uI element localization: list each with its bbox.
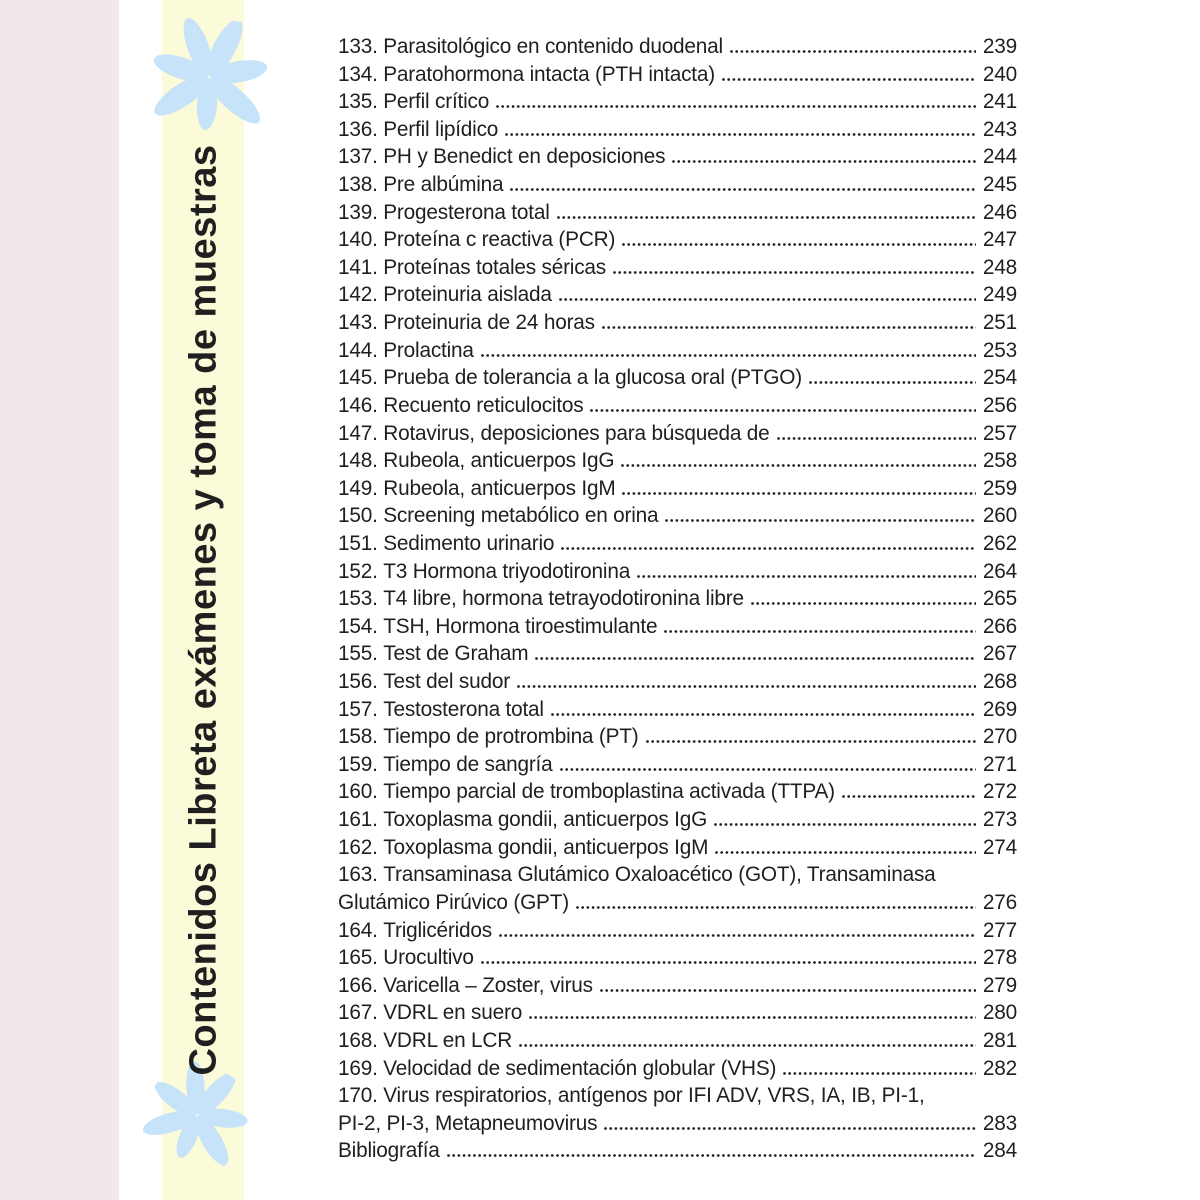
- toc-leader-dots: [510, 188, 975, 191]
- toc-entry-title: TSH, Hormona tiroestimulante: [383, 614, 658, 638]
- toc-page-number: 280: [982, 1001, 1017, 1025]
- toc-entry-title: T3 Hormona triyodotironina: [383, 559, 631, 583]
- toc-list: [338, 33, 1017, 1165]
- toc-leader-dots: [637, 575, 976, 578]
- toc-row: [338, 530, 1017, 558]
- toc-page-number: 246: [982, 200, 1017, 224]
- toc-entry-number: 154.: [338, 614, 378, 638]
- toc-page-number: 244: [982, 145, 1017, 169]
- toc-leader-dots: [646, 740, 976, 743]
- toc-row: [338, 585, 1017, 613]
- toc-page-number: 240: [982, 62, 1017, 86]
- toc-page-number: 271: [982, 752, 1017, 776]
- toc-entry-number: 170.: [338, 1084, 378, 1108]
- toc-leader-dots: [783, 1072, 976, 1075]
- toc-row: [338, 834, 1017, 862]
- toc-entry-number: 142.: [338, 283, 378, 307]
- toc-entry-number: 133.: [338, 35, 378, 58]
- toc-entry-number: 143.: [338, 311, 378, 335]
- toc-entry-title: Rotavirus, deposiciones para búsqueda de: [383, 421, 770, 445]
- toc-entry-title: Triglicéridos: [383, 918, 492, 942]
- toc-entry-number: 160.: [338, 780, 378, 804]
- toc-page-number: 281: [982, 1028, 1017, 1052]
- toc-row: [338, 613, 1017, 641]
- toc-leader-dots: [447, 1154, 976, 1157]
- toc-entry-number: 164.: [338, 918, 378, 942]
- toc-entry-title: VDRL en LCR: [383, 1028, 513, 1052]
- toc-page-number: 283: [982, 1111, 1017, 1135]
- toc-entry-number: 162.: [338, 835, 378, 859]
- toc-entry-number: 135.: [338, 90, 378, 114]
- toc-entry-number: 148.: [338, 449, 378, 473]
- toc-page-number: 277: [982, 918, 1017, 942]
- toc-row: [338, 475, 1017, 503]
- toc-entry-title: Test de Graham: [383, 642, 529, 666]
- toc-row: [338, 1055, 1017, 1083]
- toc-row: [338, 1027, 1017, 1055]
- toc-row: [338, 751, 1017, 779]
- toc-row: [338, 61, 1017, 89]
- toc-leader-dots: [519, 1044, 976, 1047]
- toc-entry-number: 167.: [338, 1001, 378, 1025]
- toc-entry-title: Test del sudor: [383, 670, 510, 694]
- toc-row: [338, 447, 1017, 475]
- toc-row: [338, 640, 1017, 668]
- toc-entry-title: Perfil lipídico: [383, 117, 499, 141]
- toc-page-number: 276: [982, 890, 1017, 914]
- toc-page-number: 282: [982, 1056, 1017, 1080]
- toc-leader-dots: [715, 851, 976, 854]
- toc-page-number: 251: [982, 311, 1017, 335]
- toc-leader-dots: [529, 1016, 976, 1019]
- toc-row: [338, 917, 1017, 945]
- toc-entry-title: Proteinuria aislada: [383, 283, 552, 307]
- toc-leader-dots: [551, 713, 976, 716]
- toc-row: [338, 806, 1017, 834]
- toc-leader-dots: [481, 961, 976, 964]
- toc-page-number: 245: [982, 173, 1017, 197]
- toc-entry-title: Rubeola, anticuerpos IgG: [383, 449, 615, 473]
- toc-entry-number: 165.: [338, 946, 378, 970]
- toc-entry-number: 141.: [338, 255, 378, 279]
- toc-page-number: 264: [982, 559, 1017, 583]
- toc-leader-dots: [714, 823, 976, 826]
- toc-page-number: 253: [982, 338, 1017, 362]
- toc-leader-dots: [622, 243, 976, 246]
- toc-entry-title: Proteína c reactiva (PCR): [383, 228, 616, 252]
- toc-leader-dots: [517, 685, 976, 688]
- toc-entry-number: 161.: [338, 808, 378, 832]
- toc-row: [338, 199, 1017, 227]
- toc-leader-dots: [809, 381, 976, 384]
- toc-leader-dots: [621, 464, 976, 467]
- toc-leader-dots: [535, 657, 975, 660]
- toc-entry-number: 151.: [338, 531, 378, 555]
- toc-page-number: 256: [982, 393, 1017, 417]
- toc-page-number: 269: [982, 697, 1017, 721]
- flower-icon: [142, 10, 275, 143]
- toc-page-number: 270: [982, 725, 1017, 749]
- toc-page-number: 265: [982, 587, 1017, 611]
- toc-row: [338, 972, 1017, 1000]
- toc-entry-title: Virus respiratorios, antígenos por IFI ADV, VRS, IA, IB, PI-1,: [383, 1084, 925, 1108]
- toc-entry-title: Sedimento urinario: [383, 531, 555, 555]
- toc-entry-title: Glutámico Pirúvico (GPT): [338, 890, 569, 914]
- toc-row: [338, 254, 1017, 282]
- toc-entry-number: 149.: [338, 476, 378, 500]
- toc-entry-number: 169.: [338, 1056, 378, 1080]
- toc-entry-number: 156.: [338, 670, 378, 694]
- toc-entry-title: Tiempo de protrombina (PT): [383, 725, 639, 749]
- toc-entry-number: 155.: [338, 642, 378, 666]
- toc-entry-number: 153.: [338, 587, 378, 611]
- toc-page-number: 279: [982, 973, 1017, 997]
- toc-leader-dots: [622, 492, 975, 495]
- toc-entry-title: Tiempo de sangría: [383, 752, 553, 776]
- toc-page-number: 266: [982, 614, 1017, 638]
- toc-entry-number: 150.: [338, 504, 378, 528]
- toc-page-number: 272: [982, 780, 1017, 804]
- toc-leader-dots: [576, 906, 976, 909]
- toc-entry-number: 157.: [338, 697, 378, 721]
- left-margin-strip: [0, 0, 119, 1200]
- toc-leader-dots: [481, 354, 976, 357]
- toc-entry-number: 138.: [338, 173, 378, 197]
- toc-page-number: 248: [982, 255, 1017, 279]
- toc-leader-dots: [665, 519, 975, 522]
- toc-row: [338, 116, 1017, 144]
- toc-leader-dots: [751, 602, 976, 605]
- toc-entry-title: Toxoplasma gondii, anticuerpos IgM: [383, 835, 709, 859]
- toc-row: [338, 668, 1017, 696]
- toc-page-number: 268: [982, 670, 1017, 694]
- toc-entry-number: 166.: [338, 973, 378, 997]
- toc-entry-title: Proteínas totales séricas: [383, 255, 606, 279]
- toc-page-number: 258: [982, 449, 1017, 473]
- toc-entry-title: Varicella – Zoster, virus: [383, 973, 593, 997]
- toc-entry-number: 159.: [338, 752, 378, 776]
- toc-page-number: 241: [982, 90, 1017, 114]
- toc-row: [338, 281, 1017, 309]
- toc-leader-dots: [664, 630, 976, 633]
- toc-leader-dots: [561, 547, 976, 550]
- toc-leader-dots: [777, 437, 976, 440]
- toc-entry-title: Recuento reticulocitos: [383, 393, 584, 417]
- toc-page-number: 262: [982, 531, 1017, 555]
- toc-page-number: 278: [982, 946, 1017, 970]
- toc-page-number: 259: [982, 476, 1017, 500]
- toc-page-number: 239: [982, 35, 1017, 58]
- toc-row: [338, 1082, 1017, 1110]
- toc-row: [338, 778, 1017, 806]
- toc-leader-dots: [590, 409, 975, 412]
- toc-entry-number: 137.: [338, 145, 378, 169]
- toc-row: [338, 392, 1017, 420]
- toc-page-number: 247: [982, 228, 1017, 252]
- toc-entry-title: Prueba de tolerancia a la glucosa oral (PTGO): [383, 366, 802, 390]
- toc-row: [338, 143, 1017, 171]
- toc-entry-title: VDRL en suero: [383, 1001, 523, 1025]
- toc-entry-title: Urocultivo: [383, 946, 474, 970]
- toc-row: [338, 558, 1017, 586]
- toc-entry-number: 158.: [338, 725, 378, 749]
- toc-row: [338, 861, 1017, 889]
- toc-entry-title: Prolactina: [383, 338, 474, 362]
- toc-page-number: 243: [982, 117, 1017, 141]
- toc-leader-dots: [557, 216, 976, 219]
- toc-entry-title: Progesterona total: [383, 200, 550, 224]
- toc-row: [338, 1137, 1017, 1165]
- toc-page-number: 260: [982, 504, 1017, 528]
- toc-entry-number: 147.: [338, 421, 378, 445]
- toc-leader-dots: [560, 768, 976, 771]
- toc-leader-dots: [722, 78, 976, 81]
- toc-row: [338, 1110, 1017, 1138]
- toc-leader-dots: [496, 105, 976, 108]
- toc-entry-title: Perfil crítico: [383, 90, 490, 114]
- toc-row: [338, 944, 1017, 972]
- toc-row: [338, 420, 1017, 448]
- toc-entry-number: 139.: [338, 200, 378, 224]
- toc-entry-title: Screening metabólico en orina: [383, 504, 659, 528]
- toc-leader-dots: [730, 50, 976, 53]
- toc-leader-dots: [600, 989, 976, 992]
- toc-entry-title: Toxoplasma gondii, anticuerpos IgG: [383, 808, 708, 832]
- toc-entry-number: 163.: [338, 863, 378, 887]
- toc-row: [338, 999, 1017, 1027]
- toc-row: [338, 696, 1017, 724]
- toc-page-number: 254: [982, 366, 1017, 390]
- toc-entry-number: 146.: [338, 393, 378, 417]
- toc-leader-dots: [842, 795, 976, 798]
- toc-leader-dots: [505, 133, 976, 136]
- toc-page-number: 249: [982, 283, 1017, 307]
- toc-entry-number: 136.: [338, 117, 378, 141]
- toc-row: [338, 364, 1017, 392]
- toc-row: [338, 309, 1017, 337]
- toc-entry-title: PH y Benedict en deposiciones: [383, 145, 666, 169]
- toc-entry-number: 168.: [338, 1028, 378, 1052]
- toc-entry-title: Testosterona total: [383, 697, 544, 721]
- toc-leader-dots: [499, 934, 976, 937]
- toc-leader-dots: [604, 1127, 976, 1130]
- toc-entry-title: Paratohormona intacta (PTH intacta): [383, 62, 715, 86]
- toc-entry-title: T4 libre, hormona tetrayodotironina libre: [383, 587, 744, 611]
- toc-row: [338, 337, 1017, 365]
- toc-entry-title: Rubeola, anticuerpos IgM: [383, 476, 616, 500]
- toc-entry-title: Tiempo parcial de tromboplastina activada (TTPA): [383, 780, 835, 804]
- page-title: Contenidos Libreta exámenes y toma de muestras: [182, 144, 225, 1076]
- toc-entry-number: 144.: [338, 338, 378, 362]
- toc-entry-title: Bibliografía: [338, 1139, 440, 1163]
- toc-entry-title: PI-2, PI-3, Metapneumovirus: [338, 1111, 598, 1135]
- toc-entry-number: 152.: [338, 559, 378, 583]
- toc-entry-number: 134.: [338, 62, 378, 86]
- toc-leader-dots: [672, 160, 976, 163]
- toc-row: [338, 33, 1017, 61]
- toc-row: [338, 889, 1017, 917]
- toc-leader-dots: [613, 271, 976, 274]
- toc-entry-title: Pre albúmina: [383, 173, 504, 197]
- toc-row: [338, 171, 1017, 199]
- toc-leader-dots: [602, 326, 976, 329]
- toc-entry-title: Parasitológico en contenido duodenal: [383, 35, 723, 58]
- toc-entry-title: Velocidad de sedimentación globular (VHS): [383, 1056, 777, 1080]
- toc-page-number: 257: [982, 421, 1017, 445]
- toc-page-number: 274: [982, 835, 1017, 859]
- toc-entry-number: 140.: [338, 228, 378, 252]
- toc-page-number: 267: [982, 642, 1017, 666]
- toc-entry-title: Transaminasa Glutámico Oxaloacético (GOT), Transaminasa: [383, 863, 936, 887]
- toc-leader-dots: [559, 298, 976, 301]
- toc-page-number: 273: [982, 808, 1017, 832]
- toc-page-number: 284: [982, 1139, 1017, 1163]
- toc-row: [338, 502, 1017, 530]
- toc-entry-number: 145.: [338, 366, 378, 390]
- toc-entry-title: Proteinuria de 24 horas: [383, 311, 595, 335]
- toc-row: [338, 723, 1017, 751]
- toc-row: [338, 88, 1017, 116]
- toc-row: [338, 226, 1017, 254]
